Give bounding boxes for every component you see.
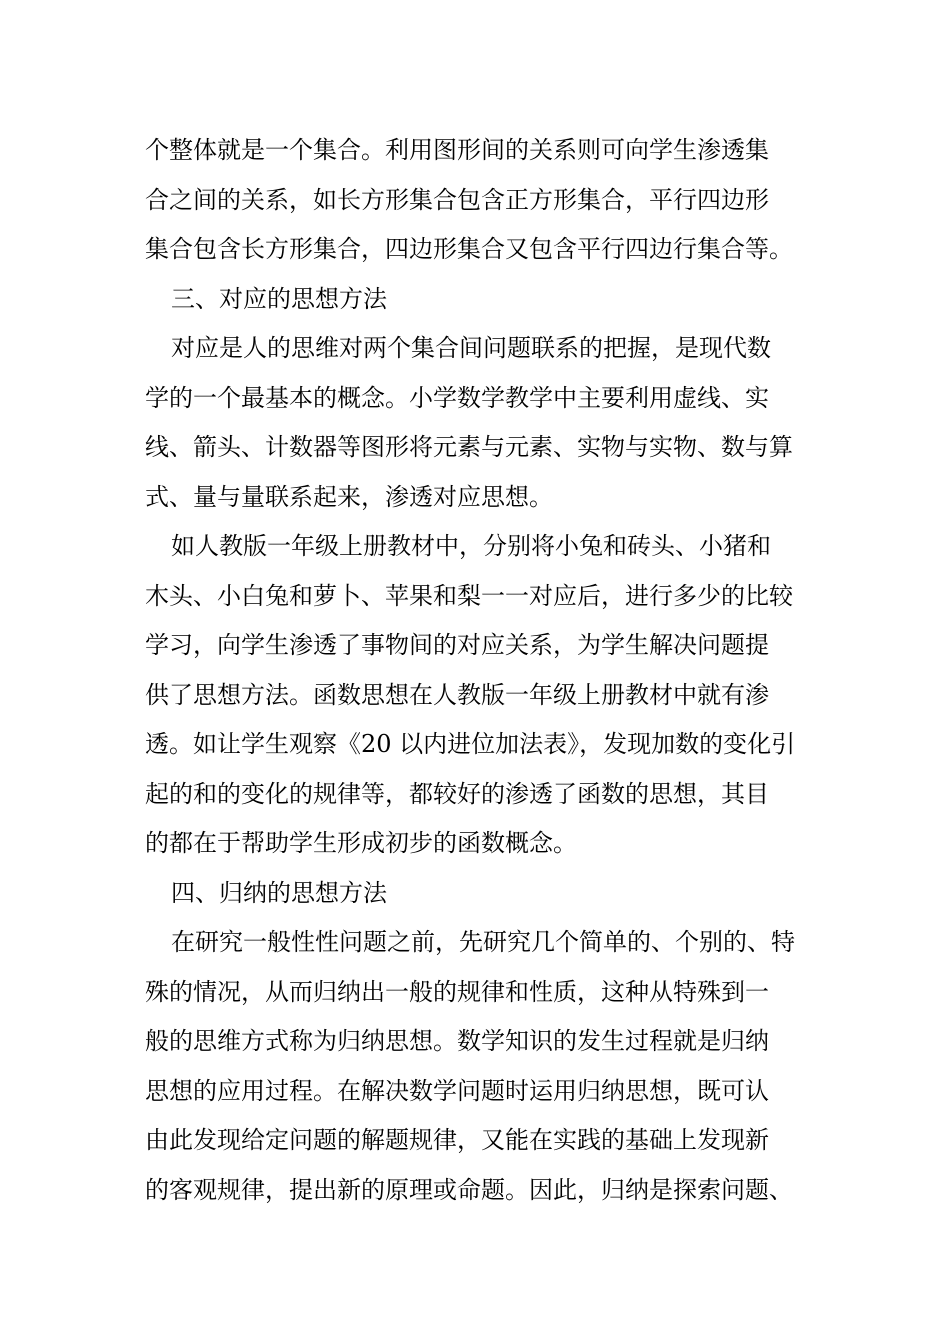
document-body [145, 126, 825, 1215]
text-line-7: 线、箭头、计数器等图形将元素与元素、实物与实物、数与算 [145, 433, 793, 461]
text-line-13: 透。如让学生观察《20 以内进位加法表》，发现加数的变化引 [145, 730, 796, 758]
text-line-17: 在研究一般性性问题之前，先研究几个简单的、个别的、特 [171, 928, 795, 956]
text-line-19: 般的思维方式称为归纳思想。数学知识的发生过程就是归纳 [145, 1027, 769, 1055]
text-line-21: 由此发现给定问题的解题规律，又能在实践的基础上发现新 [145, 1126, 769, 1154]
text-line-15: 的都在于帮助学生形成初步的函数概念。 [145, 829, 577, 857]
text-line-11: 学习，向学生渗透了事物间的对应关系，为学生解决问题提 [145, 631, 769, 659]
text-line-18: 殊的情况，从而归纳出一般的规律和性质，这种从特殊到一 [145, 977, 769, 1006]
section-heading-induction: 四、归纳的思想方法 [171, 878, 387, 907]
text-line-20: 思想的应用过程。在解决数学问题时运用归纳思想，既可认 [145, 1076, 769, 1105]
section-heading-correspondence: 三、对应的思想方法 [171, 284, 387, 313]
text-line-14: 起的和的变化的规律等，都较好的渗透了函数的思想，其目 [145, 779, 769, 808]
text-line-22: 的客观规律，提出新的原理或命题。因此，归纳是探索问题、 [145, 1175, 793, 1204]
text-line-1: 个整体就是一个集合。利用图形间的关系则可向学生渗透集 [145, 136, 769, 164]
text-line-2: 合之间的关系，如长方形集合包含正方形集合，平行四边形 [145, 185, 769, 214]
text-line-9: 如人教版一年级上册教材中，分别将小兔和砖头、小猪和 [171, 532, 771, 560]
text-line-12: 供了思想方法。函数思想在人教版一年级上册教材中就有渗 [145, 680, 769, 709]
text-line-3: 集合包含长方形集合，四边形集合又包含平行四边行集合等。 [145, 235, 793, 263]
text-line-8: 式、量与量联系起来，渗透对应思想。 [145, 482, 553, 511]
text-line-6: 学的一个最基本的概念。小学数学教学中主要利用虚线、实 [145, 383, 769, 412]
text-line-5: 对应是人的思维对两个集合间问题联系的把握，是现代数 [171, 334, 771, 362]
text-line-10: 木头、小白兔和萝卜、苹果和梨一一对应后，进行多少的比较 [145, 581, 793, 610]
